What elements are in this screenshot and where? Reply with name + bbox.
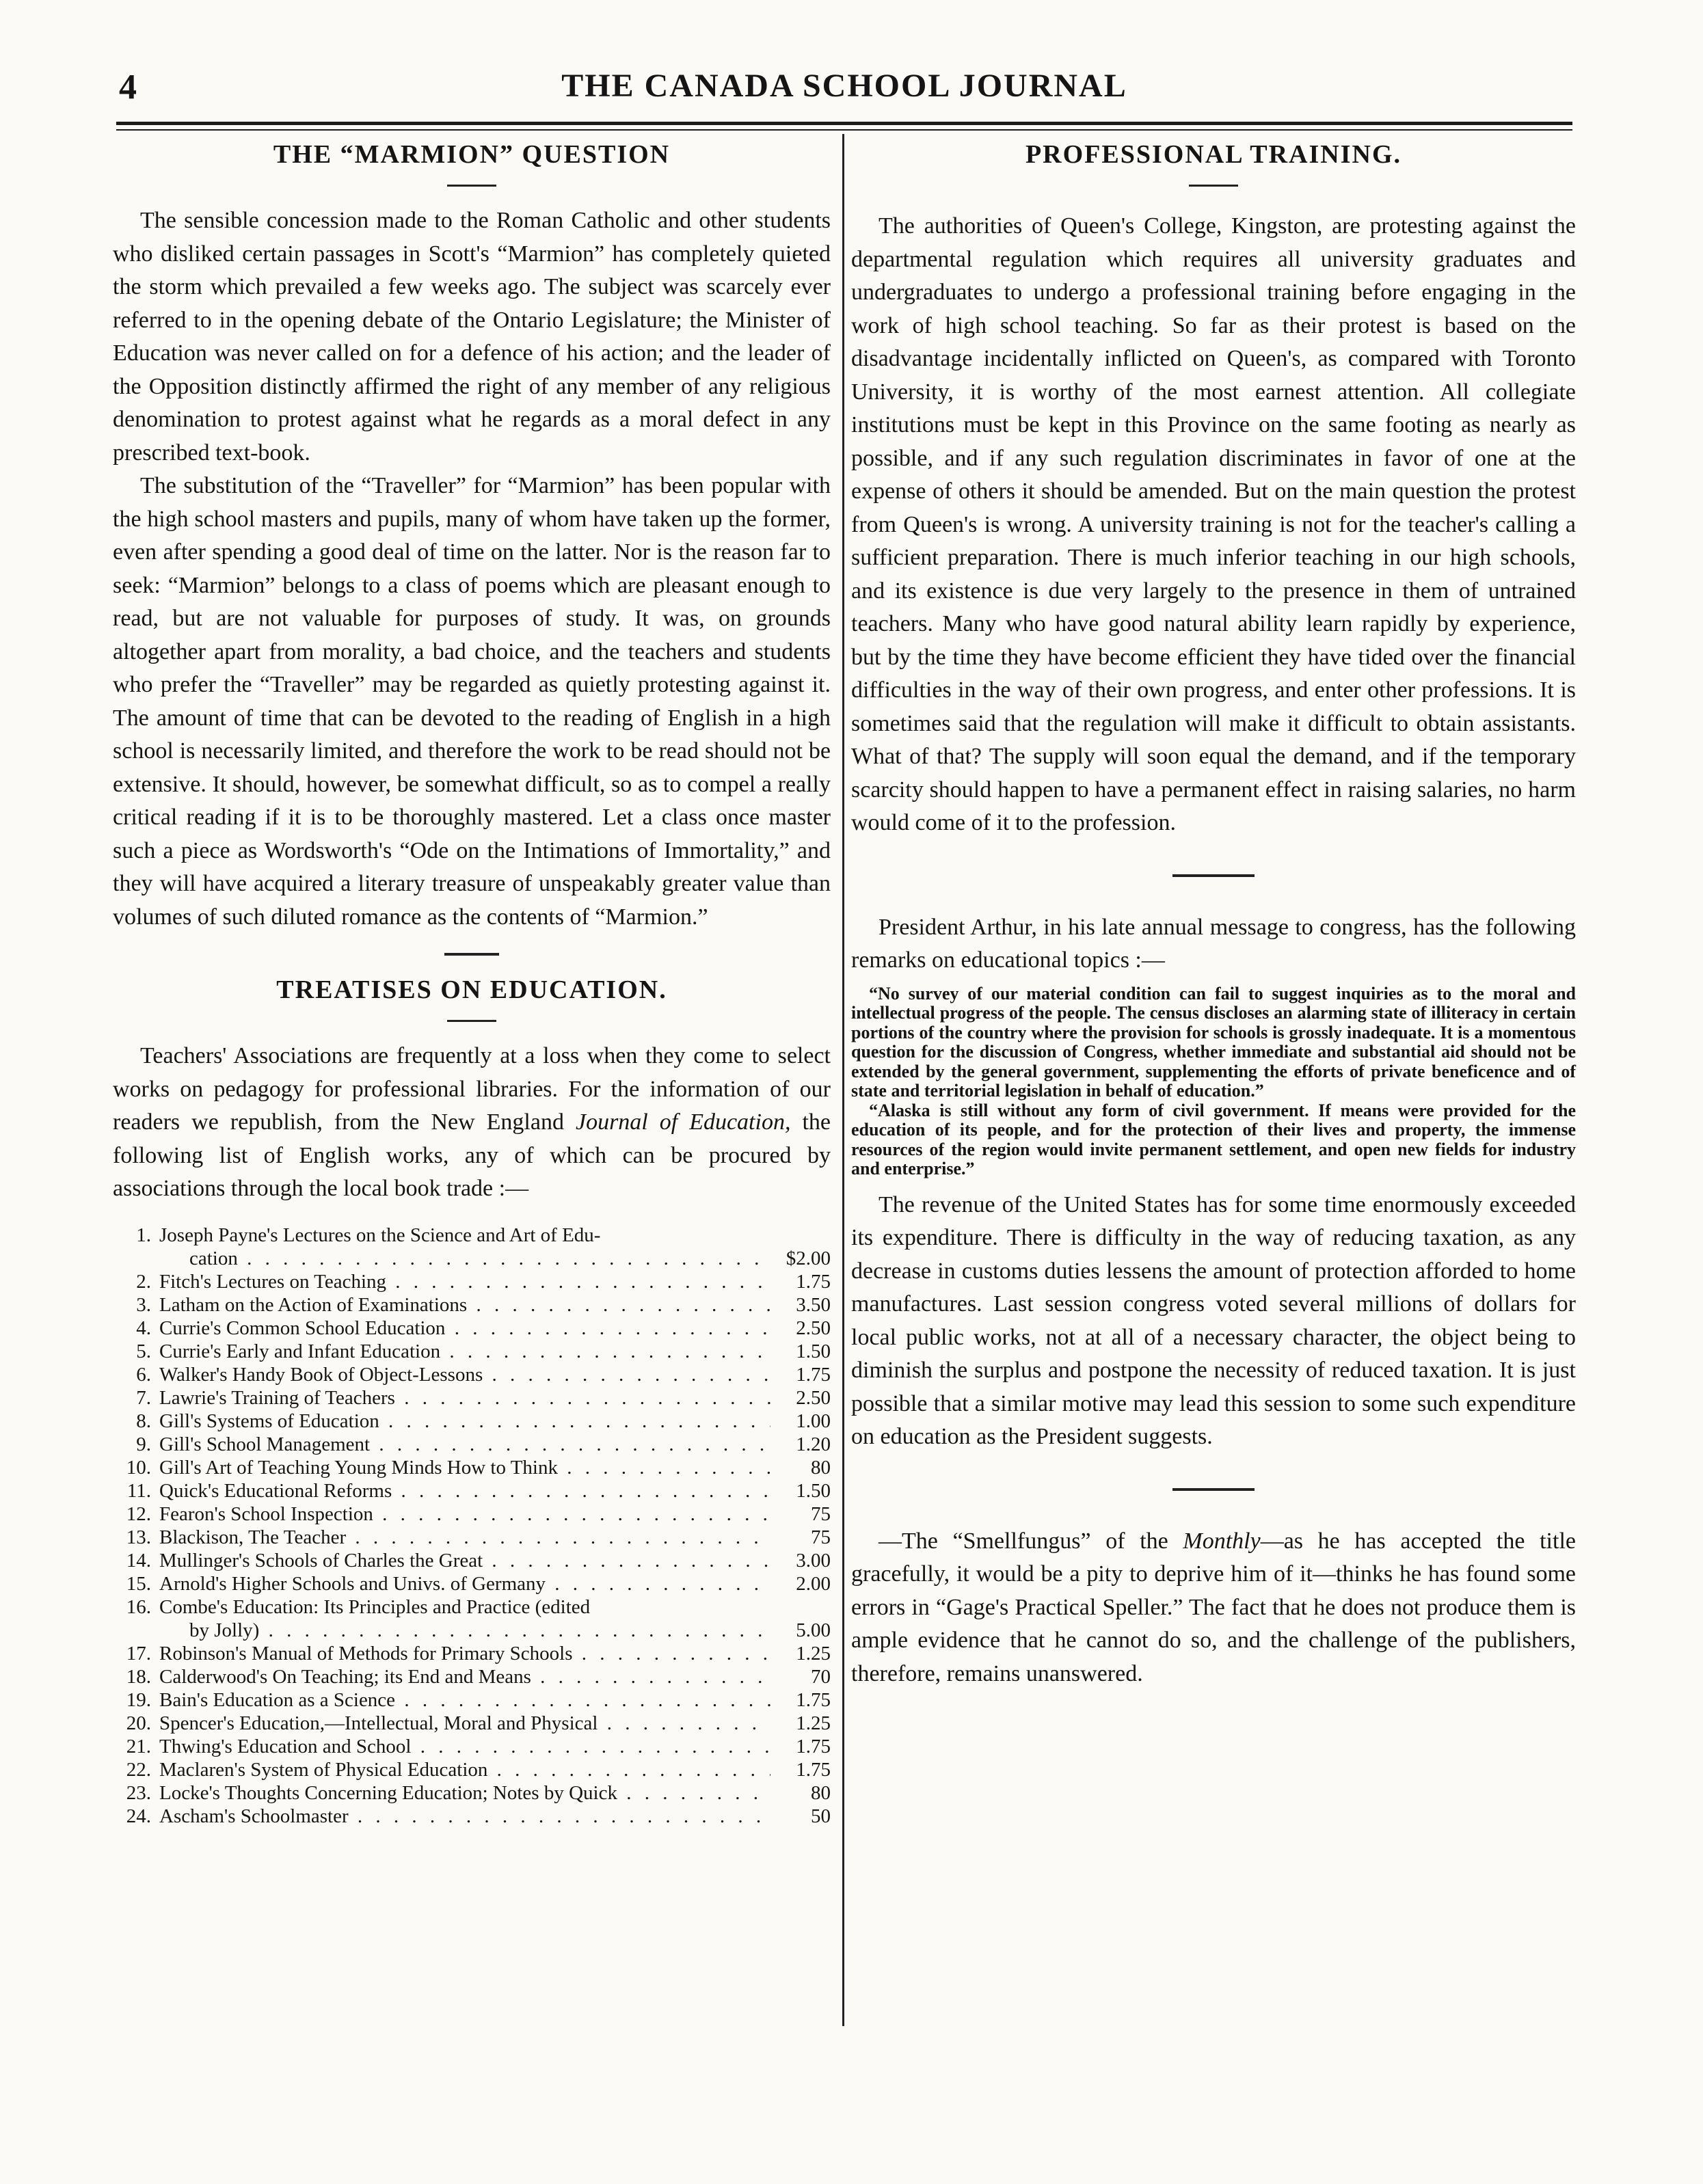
book-number: 9. [136,1433,151,1455]
training-heading: PROFESSIONAL TRAINING. [1025,140,1402,169]
page-number: 4 [119,68,137,107]
journal-title: Journal of Education, [575,1109,791,1135]
book-price: 1.20 [796,1433,831,1455]
book-list-item [113,1572,831,1595]
book-list-item [113,1712,831,1735]
book-list-item [113,1665,831,1688]
section-rule [1172,1488,1255,1491]
book-title: Thwing's Education and School . . . [159,1735,770,1758]
book-title: Arnold's Higher Schools and Univs. of Germany . . . [159,1572,770,1595]
book-number: 8. [136,1410,151,1432]
book-number: 13. [126,1526,151,1548]
book-list-item [113,1340,831,1363]
book-title: Walker's Handy Book of Object-Lessons . . . [159,1363,770,1386]
book-number: 7. [136,1386,151,1409]
book-number: 2. [136,1270,151,1293]
revenue-paragraph: The revenue of the United States has for some time enormously exceeded its expenditure. There is difficulty in the way of reducing taxation, as any decrease in customs duties lessens the amount of protection afforded to home manufactures. Last session congress voted several millions of dollars for local public works, not at all of a necessary character, the object being to diminish the surplus and postpone the necessity of reduced taxation. It is just possible that a similar motive may lead this session to some such expenditure on education as the President suggests. [851,1191,1576,1449]
book-list-item [113,1688,831,1712]
arthur-quote-education: “No survey of our material condition can fail to suggest inquiries as to the moral and intellectual progress of the people. The census discloses an alarming state of illiteracy in certain portions of the country where the provision for schools is grossly inadequate. It is a momentous question for the discussion of Congress, whether immediate and substantial aid should not be extended by the general government, supplementing the efforts of private beneficence and of state and territorial legislation in behalf of education.” [851,983,1576,1101]
book-number: 10. [126,1456,151,1479]
book-list-item [113,1479,831,1502]
page-header [116,67,1572,115]
marmion-heading: THE “MARMION” QUESTION [273,140,671,169]
book-number: 15. [126,1572,151,1595]
book-list-item [113,1642,831,1665]
book-number: 1. [136,1224,151,1246]
book-title: Quick's Educational Reforms . . . [159,1479,770,1502]
training-paragraph: The authorities of Queen's College, Kingston, are protesting against the departmental regulation which requires all university graduates and undergraduates to undergo a professional training before engaging in the work of high school teaching. So far as their protest is based on the disadvantage incidentally inflicted on Queen's, as compared with Toronto University, it is worthy of the most earnest attention. All collegiate institutions must be kept in this Province on the same footing as nearly as possible, and if any such regulation discriminates in favor of one at the expense of others it should be amended. But on the main question the protest from Queen's is wrong. A university training is not for the teacher's calling a sufficient preparation. There is much inferior teaching in our high schools, and its existence is due very largely to the presence in them of untrained teachers. Many who have good natural ability learn rapidly by experience, but by the time they have become efficient they have tided over the financial difficulties in the way of their own progress, and enter other professions. It is sometimes said that the regulation will make it difficult to obtain assistants. What of that? The supply will soon equal the demand, and if the temporary scarcity should happen to have a permanent effect in raising salaries, no harm would come of it to the profession. [851,213,1576,835]
book-price: 1.50 [796,1479,831,1502]
book-title: Joseph Payne's Lectures on the Science and Art of Edu- [159,1224,601,1246]
section-rule [444,953,499,956]
book-title: Currie's Early and Infant Education . . . [159,1340,770,1363]
column-divider [842,134,844,2026]
book-price: 2.50 [796,1386,831,1409]
book-list-item [113,1502,831,1526]
book-price: 70 [811,1665,831,1688]
book-number: 17. [126,1642,151,1664]
book-number: 6. [136,1363,151,1386]
book-list-item [113,1386,831,1410]
book-price: 1.75 [796,1363,831,1386]
book-number: 4. [136,1317,151,1339]
header-rule-thin [116,129,1572,131]
book-title: Robinson's Manual of Methods for Primary Schools . . . [159,1642,770,1665]
book-title: Blackison, The Teacher . . . [159,1526,770,1549]
book-number: 12. [126,1502,151,1525]
book-title: Latham on the Action of Examinations . . . [159,1293,770,1317]
book-list-item [113,1595,831,1619]
book-number: 16. [126,1595,151,1618]
marmion-paragraph-1: The sensible concession made to the Roman Catholic and other students who disliked certain passages in Scott's “Marmion” has completely quieted the storm which prevailed a few weeks ago. The subject was scarcely ever referred to in the opening debate of the Ontario Legislature; the Minister of Education was never called on for a defence of his action; and the leader of the Opposition distinctly affirmed the right of any member of any religious denomination to protest against what he regards as a moral defect in any prescribed text-book. [113,208,831,466]
book-number: 3. [136,1293,151,1316]
book-price: 2.00 [796,1572,831,1595]
smellfungus-paragraph [851,1525,1576,1691]
monthly-title: Monthly [1183,1528,1261,1554]
book-title: Lawrie's Training of Teachers . . . [159,1386,770,1410]
book-title: Maclaren's System of Physical Education . . . [159,1758,770,1781]
book-title: Spencer's Education,—Intellectual, Moral and Physical . . . [159,1712,770,1735]
treatises-heading: TREATISES ON EDUCATION. [276,975,667,1004]
book-title: Gill's Systems of Education . . . [159,1410,770,1433]
treatises-intro-b: the following list of English works, any of which can be procured by associations through the local book trade :— [113,1109,831,1201]
book-list-item-continued [113,1247,831,1270]
marmion-paragraph-2: The substitution of the “Traveller” for “Marmion” has been popular with the high school masters and pupils, many of whom have taken up the former, even after spending a good deal of time on the latter. Nor is the reason far to seek: “Marmion” belongs to a class of poems which are pleasant enough to read, but are not valuable for purposes of study. It was, on grounds altogether apart from morality, a bad choice, and the teachers and students who prefer the “Traveller” may be regarded as quietly protesting against it. The amount of time that can be devoted to the reading of English in a high school is necessarily limited, and therefore the work to be read should not be extensive. It should, however, be somewhat difficult, so as to compel a really critical reading if it is to be thoroughly mastered. Let a class once master such a piece as Wordsworth's “Ode on the Intimations of Immortality,” and they will have acquired a literary treasure of unspeakably greater value than volumes of such diluted romance as the contents of “Marmion.” [113,473,831,930]
running-title: THE CANADA SCHOOL JOURNAL [561,68,1127,104]
book-number: 11. [126,1479,151,1502]
book-price: 1.75 [796,1758,831,1781]
book-price: 75 [811,1526,831,1548]
book-list-item [113,1224,831,1247]
book-number: 21. [126,1735,151,1757]
book-list-item [113,1363,831,1386]
treatises-intro [113,1040,831,1206]
section-rule [1172,874,1255,877]
smellfungus-text-b: —as he has accepted the title gracefully, it would be a pity to deprive him of it—thinks he has found some errors in “Gage's Practical Speller.” The fact that he does not produce them is ample evidence that he cannot do so, and the challenge of the publishers, therefore, remains unanswered. [851,1528,1576,1686]
heading-rule [447,1020,496,1022]
book-list-item [113,1433,831,1456]
book-title: Combe's Education: Its Principles and Practice (edited [159,1595,591,1618]
arthur-quote-alaska: “Alaska is still without any form of civil government. If means were provided for the education of its people, and for the protection of their lives and property, the immense resources of the region would invite permanent settlement, and open new fields for industry and enterprise.” [851,1100,1576,1178]
book-list-item [113,1549,831,1572]
book-list-item [113,1270,831,1293]
heading-rule [1189,185,1238,187]
book-list-item [113,1293,831,1317]
book-number: 20. [126,1712,151,1734]
book-title: Calderwood's On Teaching; its End and Means . . . [159,1665,770,1688]
book-price: 75 [811,1502,831,1525]
book-list-item [113,1735,831,1758]
book-title: Bain's Education as a Science . . . [159,1688,770,1712]
book-price: 1.75 [796,1688,831,1711]
book-price: 1.25 [796,1712,831,1734]
book-price: 80 [811,1456,831,1479]
book-price: 1.00 [796,1410,831,1432]
book-title: Gill's Art of Teaching Young Minds How to Think . . . [159,1456,770,1479]
book-list-item [113,1456,831,1479]
book-number: 23. [126,1781,151,1804]
smellfungus-text-a: —The “Smellfungus” of the [879,1528,1183,1554]
book-title-continued: by Jolly) . . . [159,1619,770,1642]
book-number: 18. [126,1665,151,1688]
book-list-item [113,1781,831,1805]
right-column [851,134,1576,1690]
book-price: 3.00 [796,1549,831,1572]
book-price: $2.00 [786,1247,831,1269]
book-list-item [113,1805,831,1828]
book-list-item-continued [113,1619,831,1642]
book-title-continued: cation . . . [159,1247,770,1270]
book-number: 14. [126,1549,151,1572]
left-column [113,134,831,1828]
book-list-item [113,1526,831,1549]
book-price: 2.50 [796,1317,831,1339]
book-price: 50 [811,1805,831,1827]
book-title: Ascham's Schoolmaster . . . [159,1805,770,1828]
book-title: Mullinger's Schools of Charles the Great . . . [159,1549,770,1572]
book-price: 1.75 [796,1735,831,1757]
book-list-item [113,1410,831,1433]
book-price: 80 [811,1781,831,1804]
book-number: 5. [136,1340,151,1362]
book-list-item [113,1758,831,1781]
book-price: 3.50 [796,1293,831,1316]
book-price: 1.25 [796,1642,831,1664]
book-number: 19. [126,1688,151,1711]
arthur-intro: President Arthur, in his late annual message to congress, has the following remarks on educational topics :— [851,914,1576,973]
heading-rule [447,185,496,187]
book-title: Currie's Common School Education . . . [159,1317,770,1340]
book-number: 24. [126,1805,151,1827]
header-rule-thick [116,122,1572,125]
book-title: Gill's School Management . . . [159,1433,770,1456]
book-title: Locke's Thoughts Concerning Education; Notes by Quick . . . [159,1781,770,1805]
treatises-intro-a: Teachers' Associations are frequently at a loss when they come to select works on pedagogy for professional libraries. For the information of our readers we republish, from the New England [113,1043,831,1135]
book-title: Fearon's School Inspection . . . [159,1502,770,1526]
book-number: 22. [126,1758,151,1781]
book-list [113,1224,831,1828]
book-price: 1.75 [796,1270,831,1293]
book-price: 1.50 [796,1340,831,1362]
book-list-item [113,1317,831,1340]
book-price: 5.00 [796,1619,831,1641]
book-title: Fitch's Lectures on Teaching . . . [159,1270,770,1293]
